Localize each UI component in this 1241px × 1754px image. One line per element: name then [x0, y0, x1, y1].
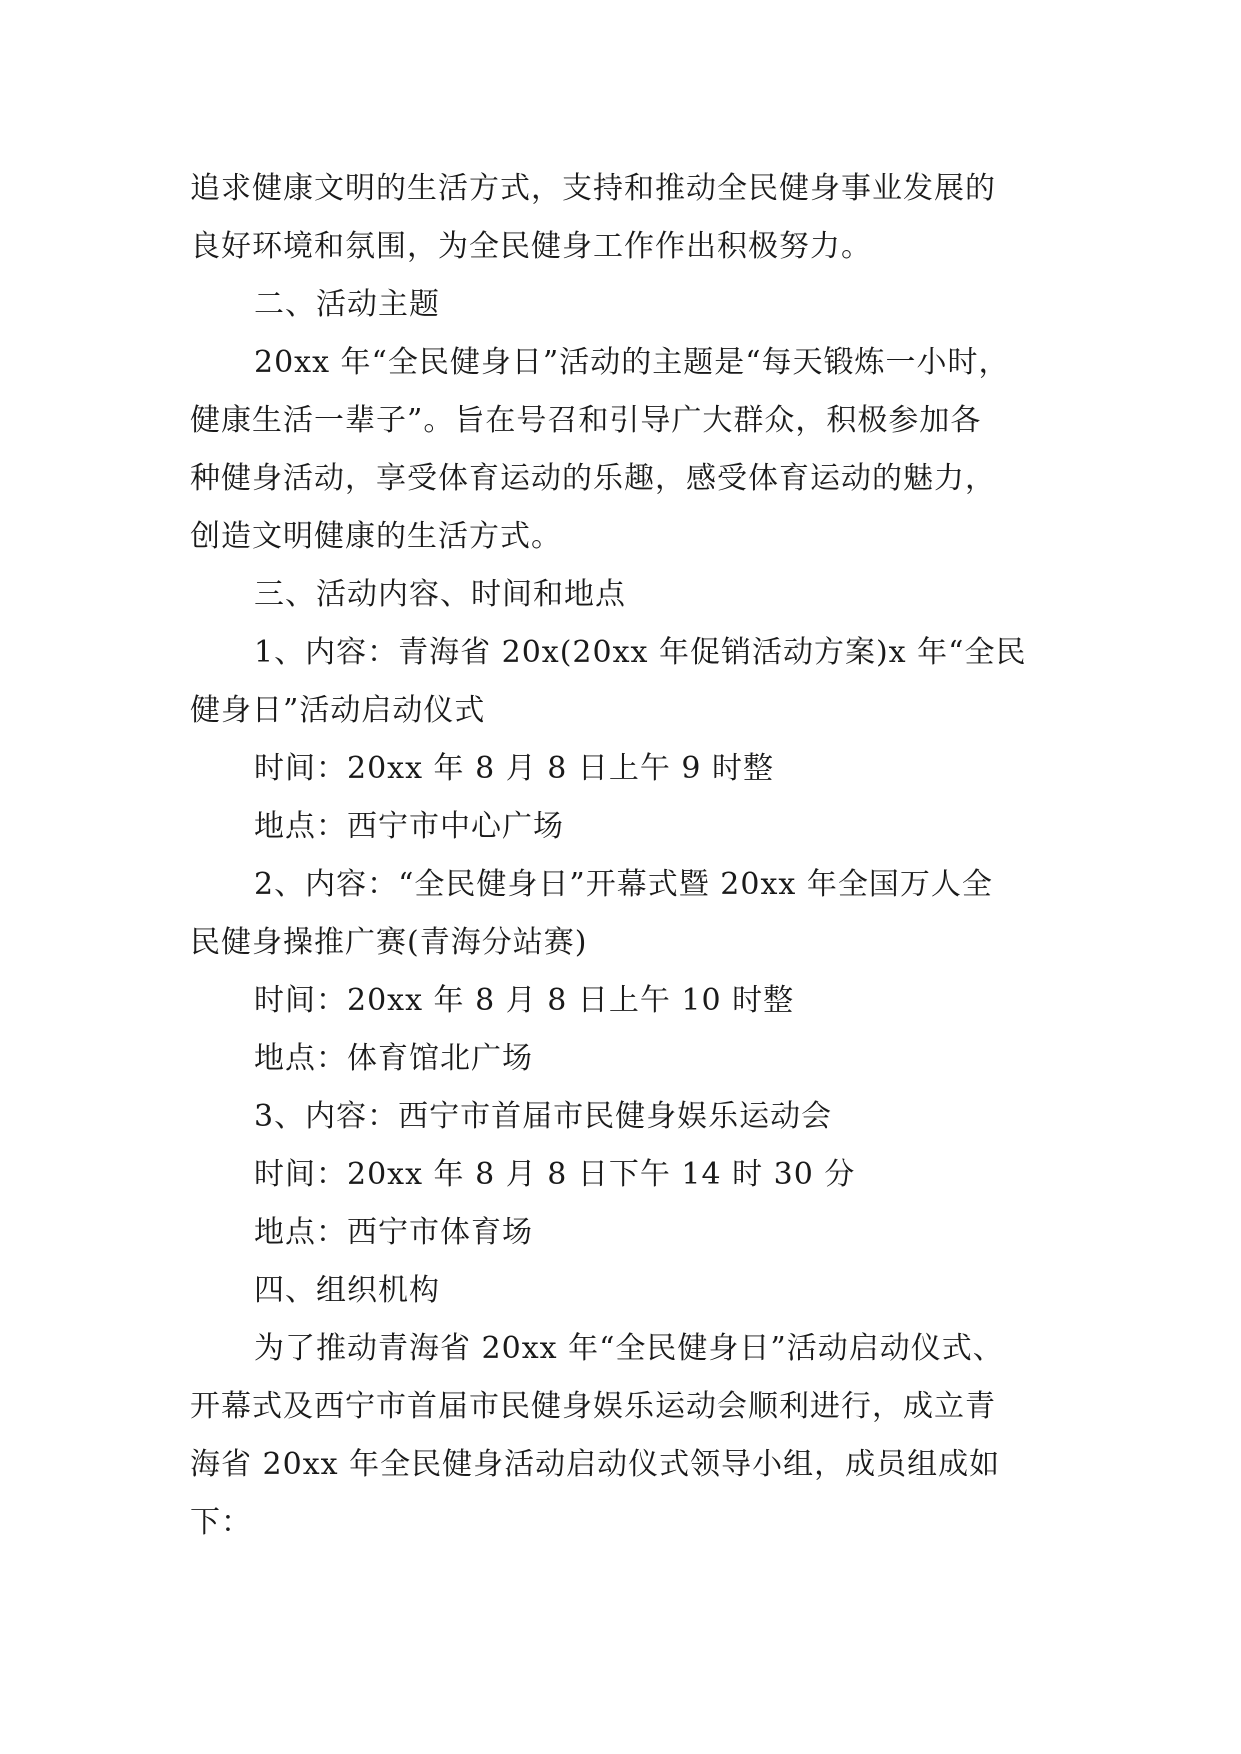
text-line: 健康生活一辈子”。旨在号召和引导广大群众，积极参加各: [190, 403, 982, 438]
text-line: 时间：20xx 年 8 月 8 日上午 9 时整: [254, 751, 775, 786]
text-line: 地点：西宁市中心广场: [254, 809, 564, 844]
text-line: 开幕式及西宁市首届市民健身娱乐运动会顺利进行，成立青: [190, 1389, 996, 1424]
text-line: 良好环境和氛围，为全民健身工作作出积极努力。: [190, 229, 872, 264]
section-heading: 四、组织机构: [254, 1273, 440, 1308]
text-line: 海省 20xx 年全民健身活动启动仪式领导小组，成员组成如: [190, 1447, 1001, 1482]
text-line: 地点：体育馆北广场: [254, 1041, 533, 1076]
text-line: 追求健康文明的生活方式，支持和推动全民健身事业发展的: [190, 171, 996, 206]
text-line: 为了推动青海省 20xx 年“全民健身日”活动启动仪式、: [254, 1331, 1004, 1366]
text-line: 时间：20xx 年 8 月 8 日下午 14 时 30 分: [254, 1157, 856, 1192]
text-line: 种健身活动，享受体育运动的乐趣，感受体育运动的魅力，: [190, 461, 996, 496]
text-line: 下：: [190, 1505, 252, 1540]
text-line: 时间：20xx 年 8 月 8 日上午 10 时整: [254, 983, 795, 1018]
text-line: 地点：西宁市体育场: [254, 1215, 533, 1250]
document-body: [190, 160, 1050, 1552]
text-line: 民健身操推广赛(青海分站赛): [190, 925, 588, 960]
text-line: 健身日”活动启动仪式: [190, 693, 486, 728]
text-line: 2、内容：“全民健身日”开幕式暨 20xx 年全国万人全: [254, 867, 993, 902]
section-heading: 三、活动内容、时间和地点: [254, 577, 626, 612]
text-line: 创造文明健康的生活方式。: [190, 519, 562, 554]
text-line: 20xx 年“全民健身日”活动的主题是“每天锻炼一小时，: [254, 345, 1010, 380]
text-line: 1、内容：青海省 20x(20xx 年促销活动方案)x 年“全民: [254, 635, 1027, 670]
text-line: 3、内容：西宁市首届市民健身娱乐运动会: [254, 1099, 833, 1134]
section-heading: 二、活动主题: [254, 287, 440, 322]
